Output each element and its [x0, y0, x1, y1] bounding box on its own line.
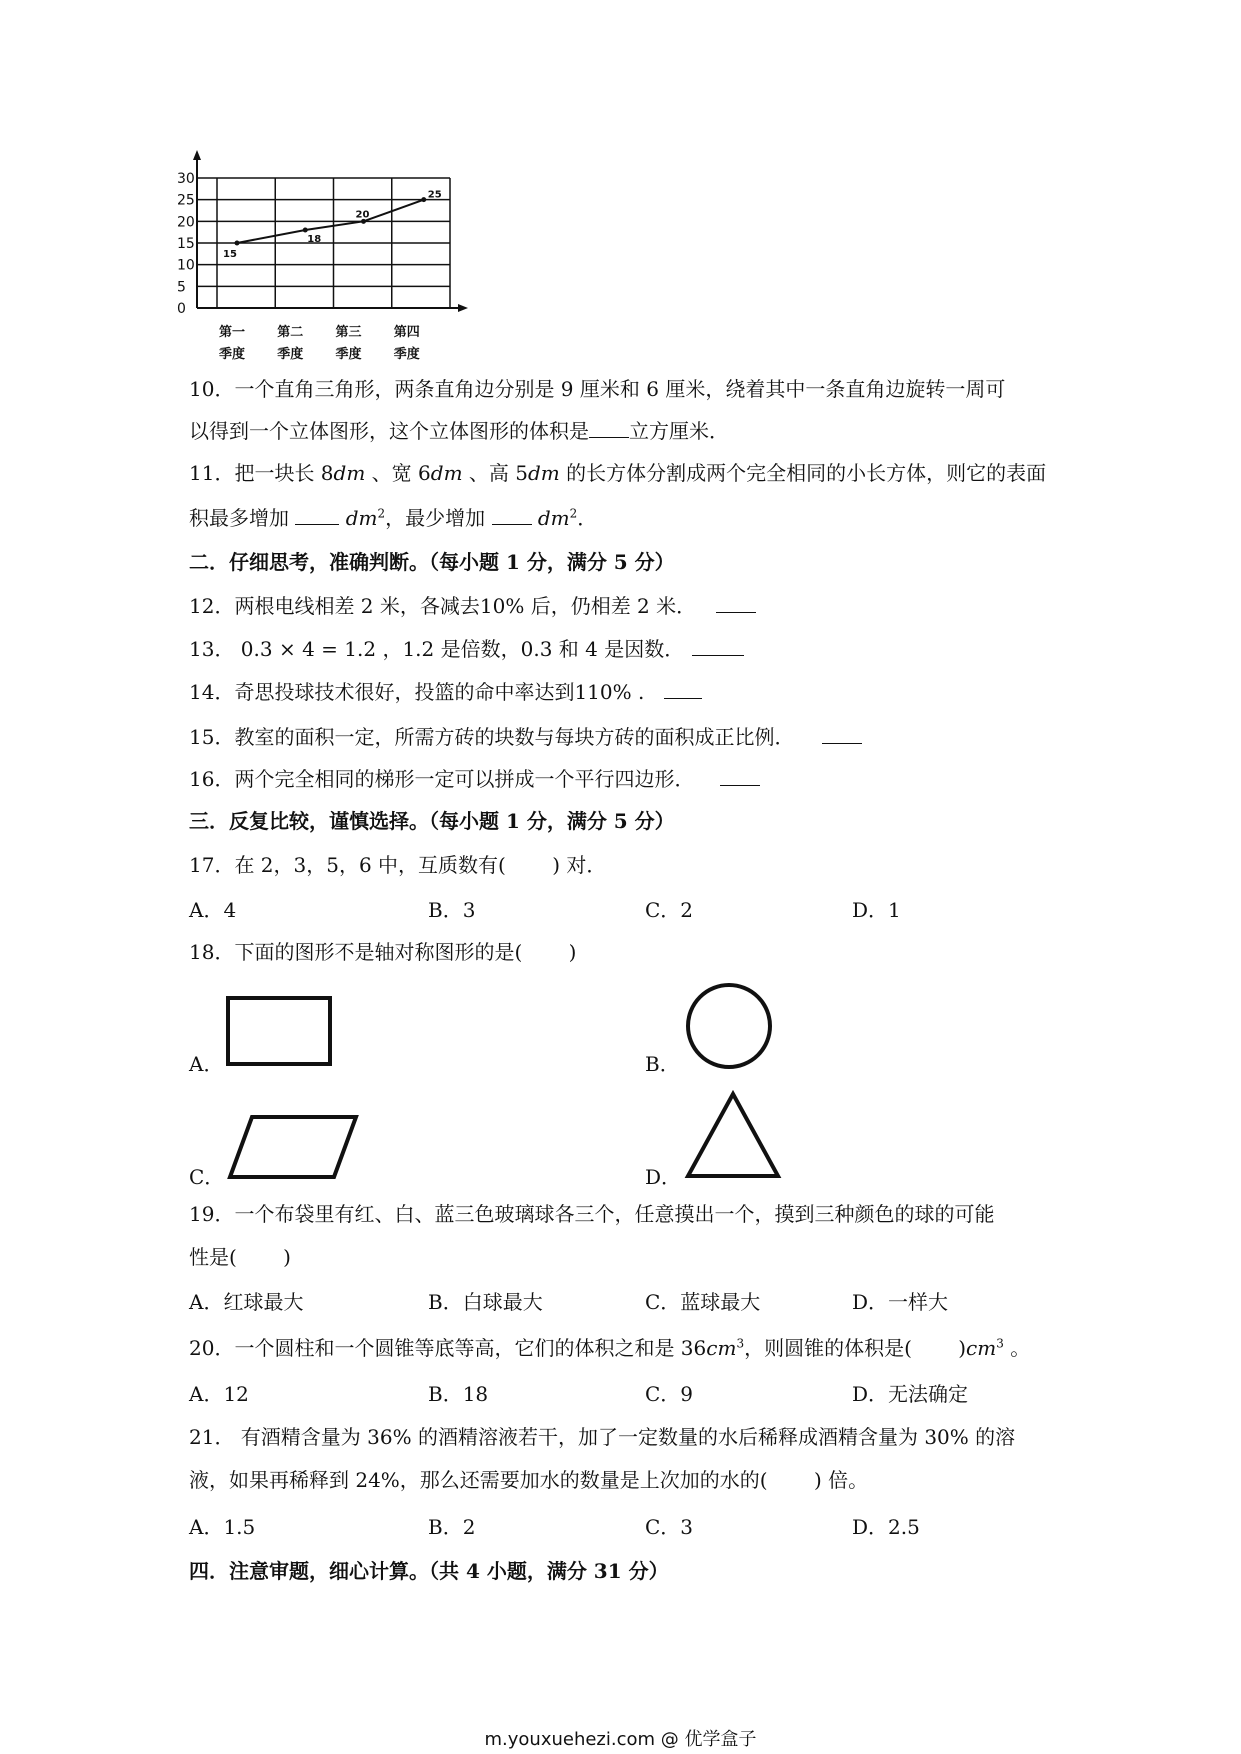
triangle-shape — [684, 1090, 782, 1180]
x-tick-label: 季度 — [218, 347, 246, 360]
x-tick-label: 季度 — [393, 347, 420, 360]
q21-option-b[interactable]: B．2 — [428, 1515, 476, 1539]
question-14: 14．奇思投球技术很好，投篮的命中率达到110% . — [189, 680, 702, 704]
x-tick-label: 第二 — [277, 325, 304, 340]
q20-option-d[interactable]: D．无法确定 — [852, 1382, 969, 1406]
x-axis-arrow — [458, 304, 468, 312]
y-tick-label: 10 — [177, 257, 195, 274]
circle-shape — [684, 981, 774, 1071]
parallelogram-shape — [226, 1114, 360, 1180]
q19-option-d[interactable]: D．一样大 — [852, 1290, 949, 1314]
q20-option-c[interactable]: C．9 — [645, 1382, 694, 1406]
x-tick-label: 第一 — [218, 325, 246, 340]
q21-option-a[interactable]: A．1.5 — [189, 1515, 256, 1539]
question-10-line1: 10．一个直角三角形，两条直角边分别是 9 厘米和 6 厘米，绕着其中一条直角边旋转一周可 — [189, 377, 1006, 401]
judge-blank[interactable] — [664, 680, 702, 699]
section-4-heading: 四．注意审题，细心计算。（共 4 小题，满分 31 分） — [189, 1559, 669, 1583]
question-19-line1: 19．一个布袋里有红、白、蓝三色玻璃球各三个，任意摸出一个，摸到三种颜色的球的可能 — [189, 1202, 995, 1226]
q19-option-c[interactable]: C．蓝球最大 — [645, 1290, 761, 1314]
q17-option-c[interactable]: C．2 — [645, 898, 694, 922]
x-tick-label: 第四 — [393, 325, 420, 340]
question-17: 17．在 2，3，5，6 中，互质数有( ) 对． — [189, 853, 607, 877]
q18-option-a[interactable]: A． — [189, 1052, 224, 1076]
judge-blank[interactable] — [822, 725, 862, 744]
judge-blank[interactable] — [716, 594, 756, 613]
answer-blank[interactable] — [589, 419, 629, 438]
q19-option-b[interactable]: B．白球最大 — [428, 1290, 543, 1314]
section-2-heading: 二．仔细思考，准确判断。（每小题 1 分，满分 5 分） — [189, 550, 675, 574]
y-tick-label: 25 — [177, 192, 195, 209]
q17-option-b[interactable]: B．3 — [428, 898, 476, 922]
question-19-line2: 性是( ) — [189, 1245, 291, 1269]
q21-option-d[interactable]: D．2.5 — [852, 1515, 920, 1539]
q17-option-a[interactable]: A．4 — [189, 898, 237, 922]
question-12: 12．两根电线相差 2 米，各减去10% 后，仍相差 2 米． — [189, 594, 756, 618]
judge-blank[interactable] — [692, 637, 744, 656]
question-16: 16．两个完全相同的梯形一定可以拼成一个平行四边形． — [189, 767, 760, 791]
data-label: 25 — [427, 189, 442, 201]
y-tick-label: 30 — [177, 171, 195, 187]
q19-option-a[interactable]: A．红球最大 — [189, 1290, 304, 1314]
judge-blank[interactable] — [720, 767, 760, 786]
question-18: 18．下面的图形不是轴对称图形的是( ) — [189, 940, 577, 964]
q21-option-c[interactable]: C．3 — [645, 1515, 694, 1539]
y-tick-label: 5 — [177, 279, 186, 296]
q18-option-c[interactable]: C． — [189, 1165, 225, 1189]
question-11-line2: 积最多增加 $dm^2$，最少增加 $dm^2$． — [189, 506, 598, 530]
y-tick-label: 0 — [177, 301, 186, 317]
x-tick-label: 第三 — [335, 325, 362, 340]
question-20: 20．一个圆柱和一个圆锥等底等高，它们的体积之和是 $36cm^3$，则圆锥的体积是( )$cm^3$ 。 — [189, 1336, 1031, 1360]
data-point — [303, 228, 308, 233]
y-axis-arrow — [193, 150, 201, 160]
question-10-line2: 以得到一个立体图形，这个立体图形的体积是 立方厘米． — [189, 419, 729, 443]
question-21-line2: 液，如果再稀释到 24%，那么还需要加水的数量是上次加的水的( ) 倍。 — [189, 1468, 869, 1492]
answer-blank-min[interactable] — [492, 506, 532, 525]
q18-option-b[interactable]: B． — [645, 1052, 680, 1076]
y-tick-label: 15 — [177, 236, 195, 252]
data-point — [235, 241, 240, 246]
q20-option-b[interactable]: B．18 — [428, 1382, 489, 1406]
y-tick-label: 20 — [177, 214, 195, 231]
question-21-line1: 21． 有酒精含量为 36% 的酒精溶液若干，加了一定数量的水后稀释成酒精含量为 30% 的溶 — [189, 1425, 1016, 1449]
q20-option-a[interactable]: A．12 — [189, 1382, 249, 1406]
data-point — [421, 197, 426, 202]
data-label: 15 — [223, 249, 237, 260]
rectangle-shape — [226, 996, 334, 1068]
x-tick-label: 季度 — [335, 347, 362, 360]
q18-option-d[interactable]: D． — [645, 1165, 682, 1189]
section-3-heading: 三．反复比较，谨慎选择。（每小题 1 分，满分 5 分） — [189, 809, 675, 833]
q17-option-d[interactable]: D．1 — [852, 898, 901, 922]
question-15: 15．教室的面积一定，所需方砖的块数与每块方砖的面积成正比例． — [189, 725, 862, 749]
data-label: 20 — [355, 209, 370, 221]
footer-watermark: m.youxuehezi.com @ 优学盒子 — [484, 1729, 757, 1750]
question-11-line1: 11．把一块长 8dm 、宽 6dm 、高 5dm 的长方体分割成两个完全相同的小长方体，则它的表面 — [189, 461, 1047, 485]
x-tick-label: 季度 — [277, 347, 304, 360]
answer-blank-max[interactable] — [295, 506, 339, 525]
data-label: 18 — [307, 234, 322, 245]
line-chart — [175, 150, 475, 360]
question-13: 13． 0.3 × 4 = 1.2 ，1.2 是倍数，0.3 和 4 是因数． — [189, 637, 744, 661]
